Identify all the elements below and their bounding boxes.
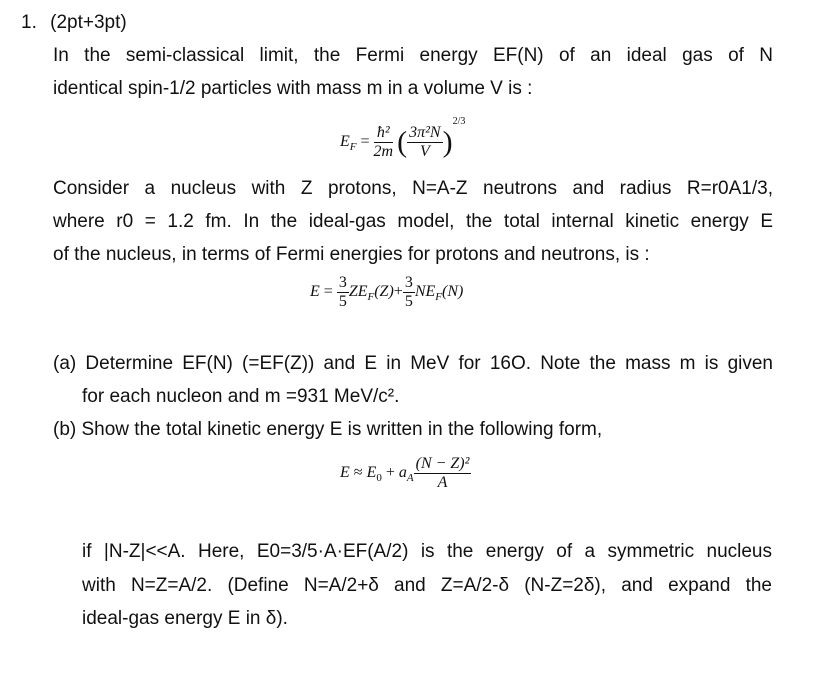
intro-line-1: In the semi-classical limit, the Fermi energy EF(N) of an ideal gas of N xyxy=(53,45,773,66)
eq-total-frac-1 xyxy=(337,274,349,310)
problem-number: 1. xyxy=(21,12,37,33)
condition-line-2: with N=Z=A/2. (Define N=A/2+δ and Z=A/2-δ (N-Z=2δ), and expand the xyxy=(82,575,772,596)
problem-points: (2pt+3pt) xyxy=(50,12,127,33)
intro-line-2: identical spin-1/2 particles with mass m in a volume V is : xyxy=(53,78,533,99)
eq-approx-approx: ≈ xyxy=(353,463,363,481)
eq-fermi-exponent: 2/3 xyxy=(452,116,466,127)
eq-approx-frac xyxy=(414,455,472,491)
eq-total-arg-1: (Z) xyxy=(374,282,394,300)
eq-total-lhs: E xyxy=(310,282,320,300)
eq-total-frac-2-num: 3 xyxy=(404,274,413,291)
eq-fermi-lhs: E xyxy=(340,133,350,150)
condition-line-3: ideal-gas energy E in δ). xyxy=(82,608,288,629)
eq-total-frac-2 xyxy=(403,274,415,310)
eq-fermi-lhs-sub: F xyxy=(349,141,357,154)
eq-total-term-1: ZE xyxy=(348,282,368,300)
part-a-line-2: for each nucleon and m =931 MeV/c². xyxy=(82,386,400,407)
eq-fermi-hbar2: ħ² xyxy=(374,124,394,143)
eq-approx-den: A xyxy=(437,473,448,491)
part-a-line-1: (a) Determine EF(N) (=EF(Z)) and E in MeV for 16O. Note the mass m is given xyxy=(53,353,773,374)
fermi-energy-equation xyxy=(340,116,465,160)
eq-fermi-inner xyxy=(407,124,442,160)
eq-total-sub-2: F xyxy=(435,290,442,303)
eq-total-plus: + xyxy=(393,282,403,300)
nucleus-line-3: of the nucleus, in terms of Fermi energies for protons and neutrons, is : xyxy=(53,244,650,265)
eq-total-arg-2: (N) xyxy=(442,282,464,300)
eq-fermi-paren-open: ( xyxy=(397,125,408,159)
eq-total-term-2: NE xyxy=(414,282,436,300)
condition-line-1: if |N-Z|<<A. Here, E0=3/5·A·EF(A/2) is the energy of a symmetric nucleus xyxy=(82,541,772,562)
eq-fermi-inner-den: V xyxy=(419,142,430,160)
nucleus-line-2: where r0 = 1.2 fm. In the ideal-gas model, the total internal kinetic energy E xyxy=(53,211,773,232)
eq-approx-plus: + xyxy=(385,463,395,481)
eq-approx-e0: E xyxy=(366,463,377,481)
eq-fermi-equals: = xyxy=(360,133,370,150)
part-b-line-1: (b) Show the total kinetic energy E is written in the following form, xyxy=(53,419,603,440)
eq-approx-lhs: E xyxy=(340,463,350,481)
eq-fermi-prefactor xyxy=(374,124,394,160)
eq-fermi-paren-close: ) xyxy=(442,125,453,159)
eq-approx-e0-sub: 0 xyxy=(376,471,382,484)
nucleus-line-1: Consider a nucleus with Z protons, N=A-Z neutrons and radius R=r0A1/3, xyxy=(53,178,773,199)
problem-header xyxy=(21,12,127,34)
eq-approx-a-sub: A xyxy=(406,471,414,484)
approx-equation xyxy=(340,455,471,491)
eq-total-frac-2-den: 5 xyxy=(404,292,413,310)
total-energy-equation xyxy=(310,274,463,310)
eq-fermi-2m: 2m xyxy=(373,142,394,160)
eq-total-equals: = xyxy=(323,282,333,300)
eq-total-sub-1: F xyxy=(367,290,375,303)
eq-total-frac-1-den: 5 xyxy=(338,292,347,310)
eq-total-frac-1-num: 3 xyxy=(338,274,347,291)
eq-approx-num: (N − Z)² xyxy=(415,455,470,472)
eq-fermi-inner-num: 3π²N xyxy=(409,124,441,142)
eq-approx-a: a xyxy=(398,463,407,481)
